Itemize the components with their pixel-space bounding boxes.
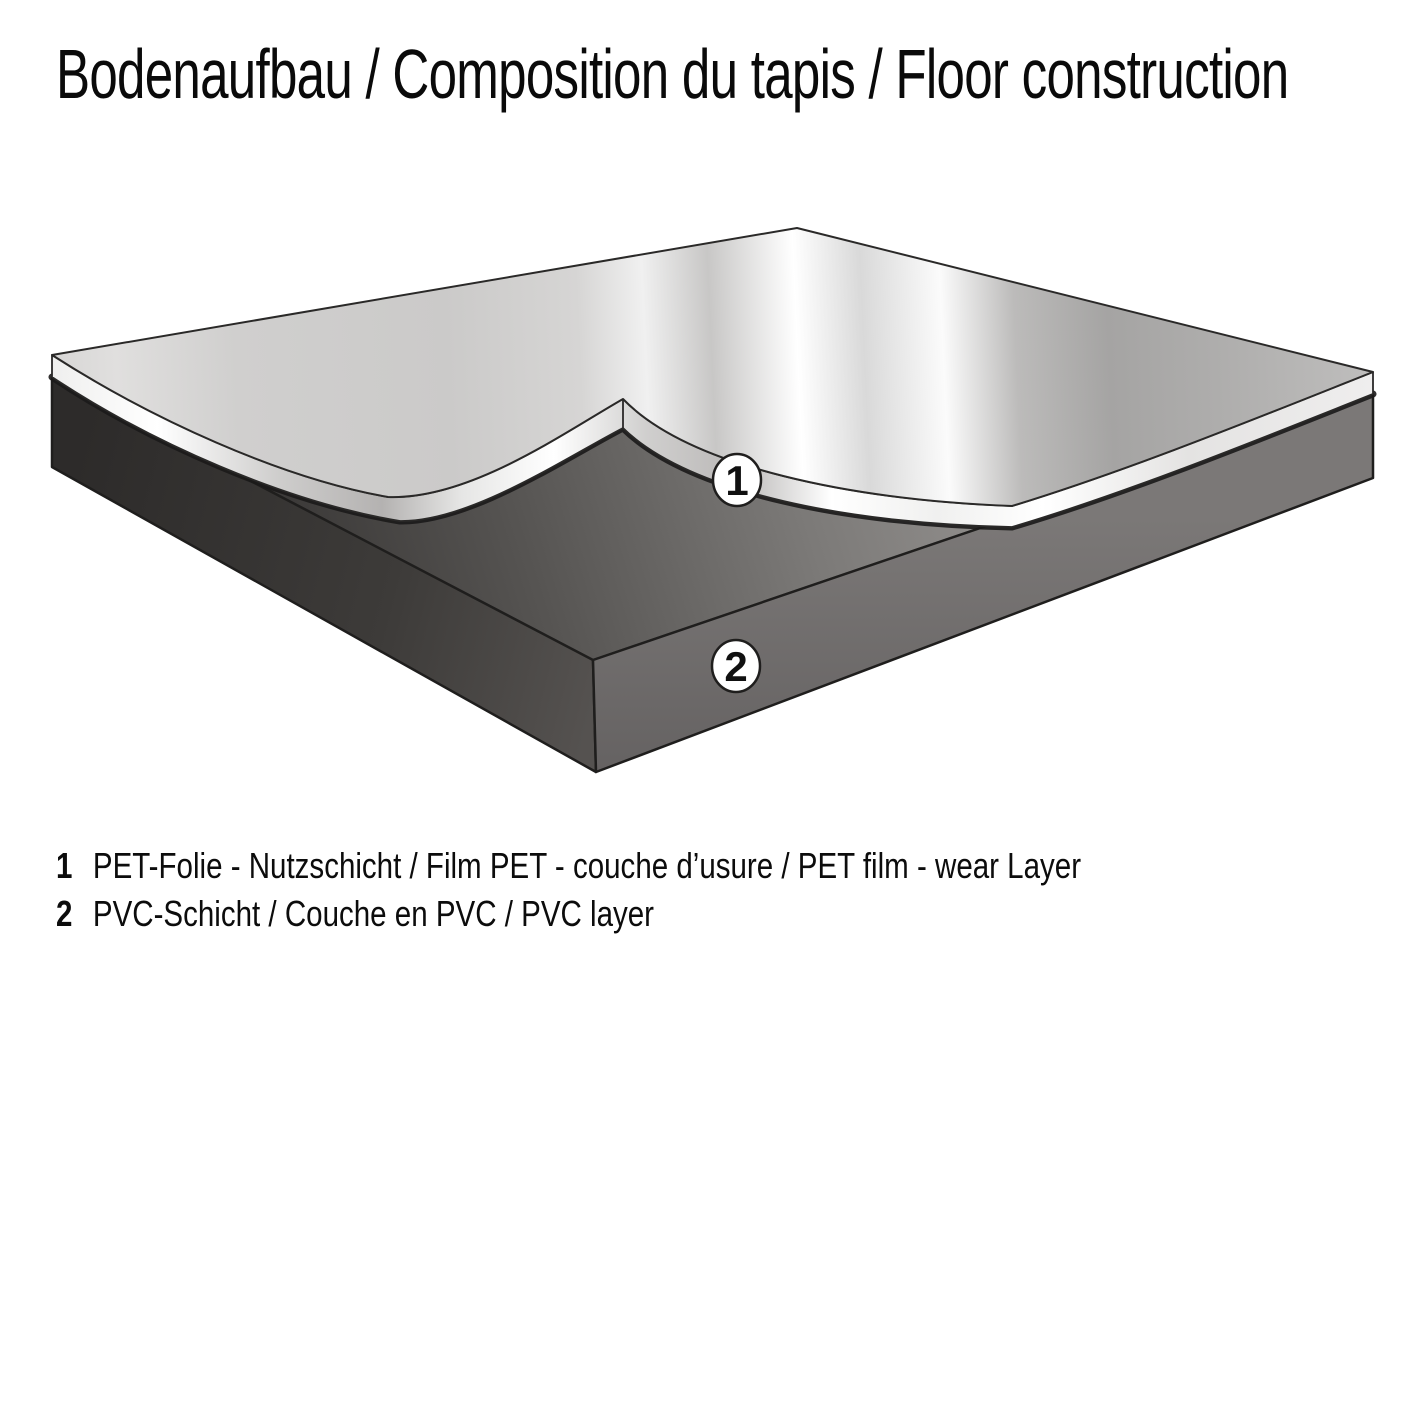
legend-item-number: 1 [56, 845, 73, 886]
callout-2-badge [712, 640, 760, 692]
callout-2-label: 2 [724, 643, 748, 690]
legend-item-pvc-layer [56, 893, 1081, 941]
page-title: Bodenaufbau / Composition du tapis / Floor construction [56, 35, 1289, 113]
legend [56, 845, 1306, 941]
legend-item-pet-film [56, 845, 1081, 893]
legend-item-text: PET-Folie - Nutzschicht / Film PET - couche d’usure / PET film - wear Layer [92, 845, 1082, 886]
callout-1-label: 1 [725, 457, 749, 504]
legend-item-number: 2 [56, 893, 73, 934]
callout-1-badge [713, 454, 761, 506]
legend-item-text: PVC-Schicht / Couche en PVC / PVC layer [92, 893, 655, 934]
